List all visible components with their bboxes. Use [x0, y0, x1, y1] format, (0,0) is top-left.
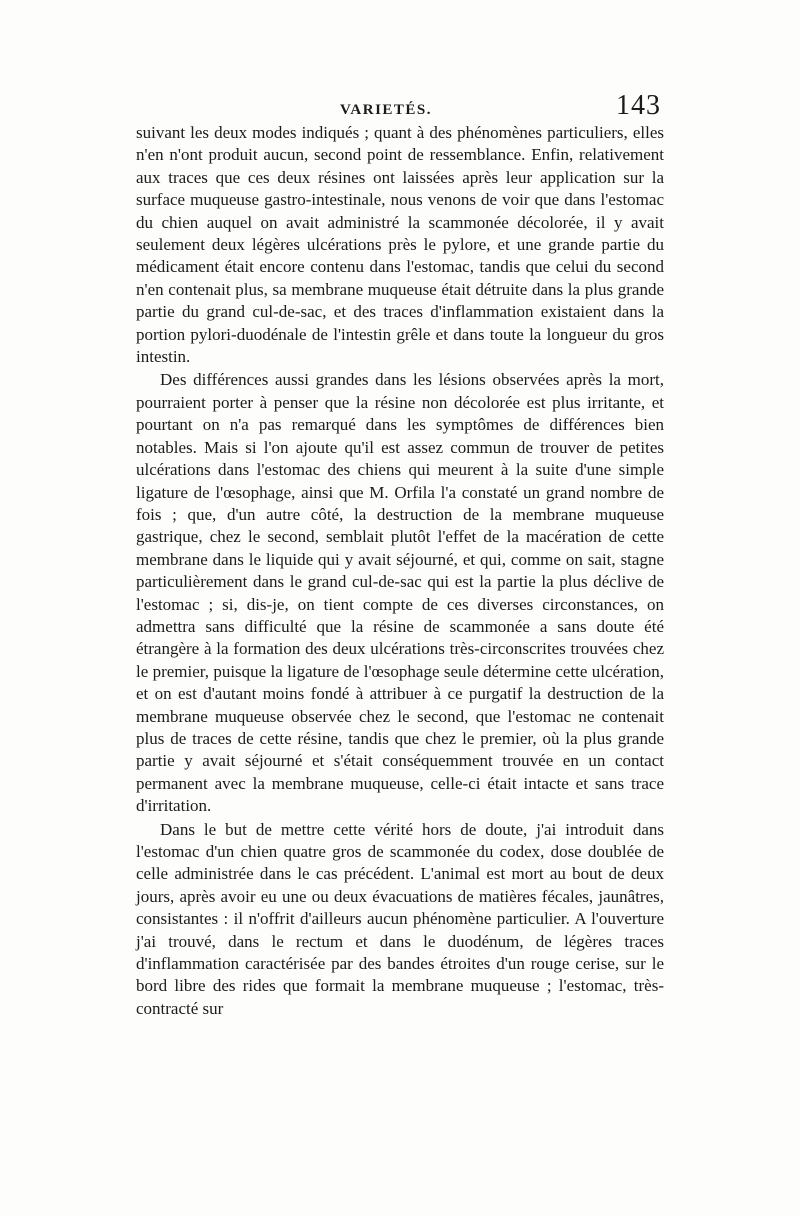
paragraph-1: suivant les deux modes indiqués ; quant à des phénomènes particuliers, elles n'en n'ont produit aucun, second point de ressemblance. Enfin, relativement aux traces que ces deux résines ont laissées après leur application sur la surface muqueuse gastro-intestinale, nous venons de voir que dans l'estomac du chien auquel on avait administré la scammonée décolorée, il y avait seulement deux légères ulcérations près le pylore, et une grande partie du médicament était encore contenu dans l'estomac, tandis que celui du second n'en contenait plus, sa membrane muqueuse était détruite dans la plus grande partie du grand cul-de-sac, et des traces d'inflammation existaient dans la portion pylori-duodénale de l'intestin grêle et dans toute la longueur du gros intestin.: [136, 123, 664, 367]
page-number: 143: [616, 90, 661, 121]
running-title: VARIETÉS.: [340, 102, 433, 118]
paragraph-3: Dans le but de mettre cette vérité hors de doute, j'ai introduit dans l'estomac d'un chien quatre gros de scammonée du codex, dose doublée de celle administrée dans le cas précédent. L'animal est mort au bout de deux jours, après avoir eu une ou deux évacuations de matières fécales, jaunâtres, consistantes : il n'offrit d'ailleurs aucun phénomène particulier. A l'ouverture j'ai trouvé, dans le rectum et dans le duodénum, de légères traces d'inflammation caractérisée par des bandes étroites d'un rouge cerise, sur le bord libre des rides que formait la membrane muqueuse ; l'estomac, très-contracté sur: [136, 819, 664, 1018]
body-text: [136, 122, 664, 1020]
paragraph-2: Des différences aussi grandes dans les lésions observées après la mort, pourraient porter à penser que la résine non décolorée est plus irritante, et pourtant on n'a pas remarqué dans les symptômes de différences bien notables. Mais si l'on ajoute qu'il est assez commun de trouver de petites ulcérations dans l'estomac des chiens qui meurent à la suite d'une simple ligature de l'œsophage, ainsi que M. Orfila l'a constaté un grand nombre de fois ; que, d'un autre côté, la destruction de la membrane muqueuse gastrique, chez le second, semblait plutôt l'effet de la macération de cette membrane dans le liquide qui y avait séjourné, et qui, comme on sait, stagne particulièrement dans le grand cul-de-sac qui est la partie la plus déclive de l'estomac ; si, dis-je, on tient compte de ces diverses circonstances, on admettra sans difficulté que la résine de scammonée a sans doute été étrangère à la formation des deux ulcérations très-circonscrites trouvées chez le premier, puisque la ligature de l'œsophage seule détermine cette ulcération, et on est d'autant moins fondé à attribuer à ce purgatif la destruction de la membrane muqueuse observée chez le second, que l'estomac ne contenait plus de traces de cette résine, tandis que chez le premier, où la plus grande partie y avait séjourné et s'était conséquemment trouvée en un contact permanent avec la membrane muqueuse, celle-ci était intacte et sans trace d'irritation.: [136, 370, 664, 816]
running-head: [145, 90, 661, 126]
